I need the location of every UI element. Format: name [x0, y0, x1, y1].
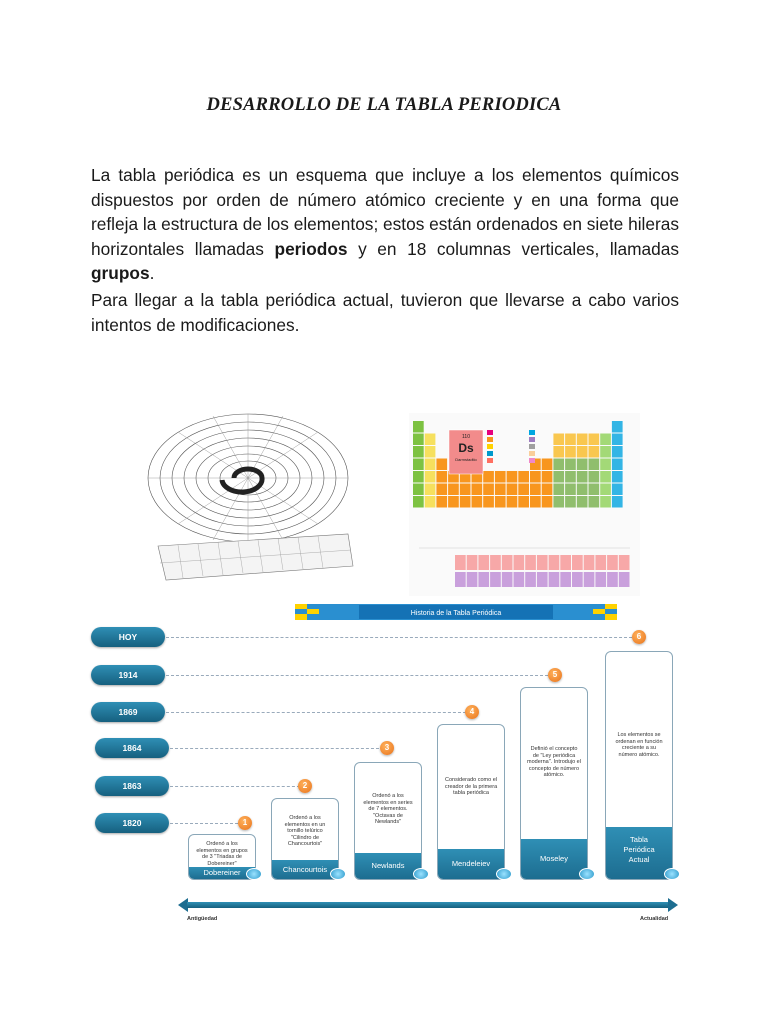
element-cell [467, 572, 478, 587]
year-pill-1864: 1864 [95, 738, 169, 758]
featured-number: 110 [462, 434, 470, 440]
element-cell [518, 496, 529, 508]
element-cell [542, 459, 553, 471]
element-cell [565, 484, 576, 496]
element-cell [595, 572, 606, 587]
intro-paragraph [91, 163, 679, 286]
featured-symbol: Ds [458, 441, 474, 455]
timeline-banner-text: Historia de la Tabla Periódica [410, 610, 502, 617]
element-cell [436, 484, 447, 496]
element-cell [612, 484, 623, 496]
element-cell [600, 471, 611, 483]
year-pill-1863: 1863 [95, 776, 169, 796]
element-cell [577, 496, 588, 508]
element-cell [553, 484, 564, 496]
element-cell [436, 471, 447, 483]
element-cell [577, 434, 588, 446]
spiral-table-image [138, 406, 374, 586]
element-cell [589, 496, 600, 508]
element-cell [483, 471, 494, 483]
stage-name: Dobereiner [189, 867, 255, 879]
element-cell [553, 434, 564, 446]
element-cell [448, 496, 459, 508]
element-cell [495, 484, 506, 496]
element-cell [507, 471, 518, 483]
year-pill-hoy: HOY [91, 627, 165, 647]
element-cell [577, 484, 588, 496]
element-cell [565, 446, 576, 458]
element-cell [413, 496, 424, 508]
element-cell [460, 496, 471, 508]
element-cell [413, 471, 424, 483]
element-cell [425, 471, 436, 483]
globe-icon [330, 868, 346, 880]
stage-desc: Definió el concepto de "Ley periódica moderna". Introdujo el concepto de número atómico. [527, 746, 581, 778]
element-cell [507, 496, 518, 508]
element-cell [577, 459, 588, 471]
element-cell [455, 555, 466, 570]
stage-desc: Ordenó a los elementos en series de 7 elementos. "Octavas de Newlands" [363, 793, 413, 825]
stage-number-4: 4 [465, 705, 479, 719]
element-cell [425, 459, 436, 471]
element-cell [549, 572, 560, 587]
element-cell [413, 484, 424, 496]
element-cell [553, 459, 564, 471]
axis-label-left: Antigüedad [187, 916, 218, 922]
element-cell [595, 555, 606, 570]
stage-name: Chancourtois [272, 860, 338, 879]
element-cell [542, 496, 553, 508]
stage-card-moseley [520, 687, 588, 880]
intro-text-2: y en 18 columnas verticales, llamadas [347, 238, 679, 259]
timeline-banner [295, 604, 617, 620]
element-cell [455, 572, 466, 587]
stage-number-1: 1 [238, 816, 252, 830]
element-cell [425, 484, 436, 496]
element-cell [589, 446, 600, 458]
element-cell [560, 555, 571, 570]
stage-name: Tabla Periódica Actual [606, 827, 672, 879]
element-cell [490, 572, 501, 587]
element-cell [448, 484, 459, 496]
element-cell [600, 496, 611, 508]
year-pill-1869: 1869 [91, 702, 165, 722]
stage-card-actual [605, 651, 673, 880]
element-cell [495, 471, 506, 483]
stage-desc: Ordenó a los elementos en un tornillo telúrico "Cilindro de Chancourtois" [284, 815, 326, 847]
stage-name: Newlands [355, 853, 421, 879]
stage-name: Moseley [521, 839, 587, 879]
element-cell [483, 484, 494, 496]
stage-desc: Ordenó a los elementos en grupos de 3 "Triadas de Dobereiner" [196, 841, 248, 867]
dash-line [166, 675, 548, 676]
element-cell [553, 471, 564, 483]
element-cell [577, 446, 588, 458]
globe-icon [246, 868, 262, 880]
element-cell [600, 484, 611, 496]
element-cell [467, 555, 478, 570]
globe-icon [413, 868, 429, 880]
element-cell [507, 484, 518, 496]
stage-name: Mendeleiev [438, 849, 504, 879]
element-cell [612, 446, 623, 458]
element-cell [530, 496, 541, 508]
element-cell [413, 434, 424, 446]
element-cell [549, 555, 560, 570]
element-cell [542, 484, 553, 496]
year-pill-1820: 1820 [95, 813, 169, 833]
element-cell [460, 484, 471, 496]
element-cell [436, 496, 447, 508]
intro-text-1: La tabla periódica es un esquema que incluye a los elementos químicos dispuestos por orden de número atómico creciente y en una forma que refleja la estructura de los elementos; estos están ordenados en siete hileras horizontales llamadas [91, 165, 679, 259]
element-cell [612, 459, 623, 471]
stage-desc: Los elementos se ordenan en función creciente a su número atómico. [615, 732, 663, 758]
second-paragraph: Para llegar a la tabla periódica actual, tuvieron que llevarse a cabo varios intentos de modificaciones. [91, 290, 679, 335]
element-cell [425, 434, 436, 446]
element-cell [560, 572, 571, 587]
time-axis [187, 902, 669, 908]
element-cell [565, 496, 576, 508]
element-cell [600, 446, 611, 458]
element-cell [584, 555, 595, 570]
element-cell [577, 471, 588, 483]
axis-label-right: Actualidad [640, 916, 669, 922]
element-cell [600, 434, 611, 446]
element-cell [413, 421, 424, 433]
element-cell [600, 459, 611, 471]
element-cell [619, 555, 630, 570]
element-cell [413, 446, 424, 458]
element-cell [572, 555, 583, 570]
dash-line [170, 748, 384, 749]
globe-icon [664, 868, 680, 880]
element-cell [589, 434, 600, 446]
dash-line [166, 712, 466, 713]
element-cell [589, 459, 600, 471]
element-cell [612, 434, 623, 446]
intro-text-3: . [149, 263, 155, 283]
element-cell [553, 446, 564, 458]
featured-name: Darmstadtio [455, 457, 477, 462]
element-cell [472, 484, 483, 496]
element-cell [530, 471, 541, 483]
term-periodos: periodos [274, 238, 348, 259]
page-title: DESARROLLO DE LA TABLA PERIODICA [206, 95, 562, 115]
element-cell [490, 555, 501, 570]
element-cell [584, 572, 595, 587]
element-cell [478, 572, 489, 587]
element-cell [589, 471, 600, 483]
element-cell [525, 555, 536, 570]
element-cell [565, 471, 576, 483]
stage-number-6: 6 [632, 630, 646, 644]
stage-number-5: 5 [548, 668, 562, 682]
element-cell [502, 572, 513, 587]
stage-card-mendeleiev [437, 724, 505, 880]
element-cell [483, 496, 494, 508]
stage-number-3: 3 [380, 741, 394, 755]
element-cell [589, 484, 600, 496]
element-cell [565, 434, 576, 446]
element-cell [425, 446, 436, 458]
globe-icon [579, 868, 595, 880]
element-cell [514, 555, 525, 570]
element-cell [553, 496, 564, 508]
element-cell [514, 572, 525, 587]
element-cell [537, 555, 548, 570]
periodic-table-image [409, 413, 640, 596]
stage-card-newlands [354, 762, 422, 880]
element-cell [542, 471, 553, 483]
element-cell [472, 496, 483, 508]
element-cell [530, 484, 541, 496]
element-cell [537, 572, 548, 587]
dash-line [170, 823, 238, 824]
stage-card-chancourtois [271, 798, 339, 880]
element-cell [413, 459, 424, 471]
element-cell [612, 496, 623, 508]
element-cell [478, 555, 489, 570]
element-cell [518, 484, 529, 496]
arrow-right-icon [668, 898, 678, 912]
element-cell [607, 555, 618, 570]
element-cell [619, 572, 630, 587]
element-cell [495, 496, 506, 508]
element-cell [612, 471, 623, 483]
element-cell [518, 471, 529, 483]
element-cell [572, 572, 583, 587]
stage-desc: Considerado como el creador de la primera tabla periódica [444, 777, 498, 796]
element-cell [565, 459, 576, 471]
element-cell [425, 496, 436, 508]
element-cell [612, 421, 623, 433]
term-grupos: grupos [91, 263, 150, 283]
element-cell [436, 459, 447, 471]
dash-line [166, 637, 632, 638]
stage-number-2: 2 [298, 779, 312, 793]
element-cell [525, 572, 536, 587]
year-pill-1914: 1914 [91, 665, 165, 685]
globe-icon [496, 868, 512, 880]
element-cell [502, 555, 513, 570]
element-cell [607, 572, 618, 587]
dash-line [170, 786, 300, 787]
